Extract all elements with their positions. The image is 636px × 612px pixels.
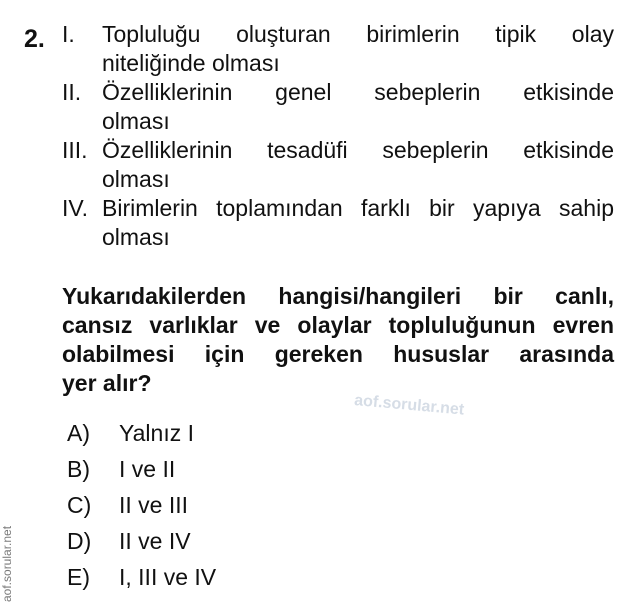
statement-text-line: olması	[102, 108, 170, 134]
answer-option-e[interactable]	[67, 562, 216, 592]
option-text: I, III ve IV	[119, 564, 217, 590]
option-text: II ve III	[119, 492, 189, 518]
prompt-line: Yukarıdakilerden hangisi/hangileri bir canlı,	[62, 283, 614, 309]
statement-1	[62, 20, 614, 78]
answer-option-b[interactable]	[67, 454, 175, 484]
statement-2	[62, 78, 614, 136]
statement-number: IV.	[62, 195, 89, 221]
prompt-line: yer alır?	[62, 370, 152, 396]
prompt-line: cansız varlıklar ve olaylar topluluğunun evren	[62, 312, 614, 338]
statement-text-line: Özelliklerinin genel sebeplerin etkisinde	[102, 79, 614, 105]
statement-text-line: Birimlerin toplamından farklı bir yapıya sahip	[102, 195, 614, 221]
option-text: I ve II	[119, 456, 176, 482]
answer-option-a[interactable]	[67, 418, 194, 448]
statement-text-line: Topluluğu oluşturan birimlerin tipik olay	[102, 21, 614, 47]
option-letter: C)	[67, 492, 92, 518]
option-text: Yalnız I	[119, 420, 194, 446]
statement-number: II.	[62, 79, 82, 105]
statement-text-line: olması	[102, 166, 170, 192]
prompt-line: olabilmesi için gereken hususlar arasında	[62, 341, 614, 367]
question-prompt	[62, 282, 614, 398]
statement-text-line: olması	[102, 224, 170, 250]
side-watermark: aof.sorular.net	[0, 525, 14, 602]
answer-option-d[interactable]	[67, 526, 191, 556]
statement-text-line: Özelliklerinin tesadüfi sebeplerin etkisinde	[102, 137, 614, 163]
option-letter: A)	[67, 420, 90, 446]
option-text: II ve IV	[119, 528, 191, 554]
statement-4	[62, 194, 614, 252]
statement-number: III.	[62, 137, 88, 163]
question-number: 2.	[24, 25, 45, 53]
statement-3	[62, 136, 614, 194]
statement-number: I.	[62, 21, 75, 47]
statement-text-line: niteliğinde olması	[102, 50, 280, 76]
option-letter: D)	[67, 528, 92, 554]
answer-option-c[interactable]	[67, 490, 188, 520]
center-watermark: aof.sorular.net	[353, 392, 465, 419]
option-letter: B)	[67, 456, 90, 482]
option-letter: E)	[67, 564, 90, 590]
